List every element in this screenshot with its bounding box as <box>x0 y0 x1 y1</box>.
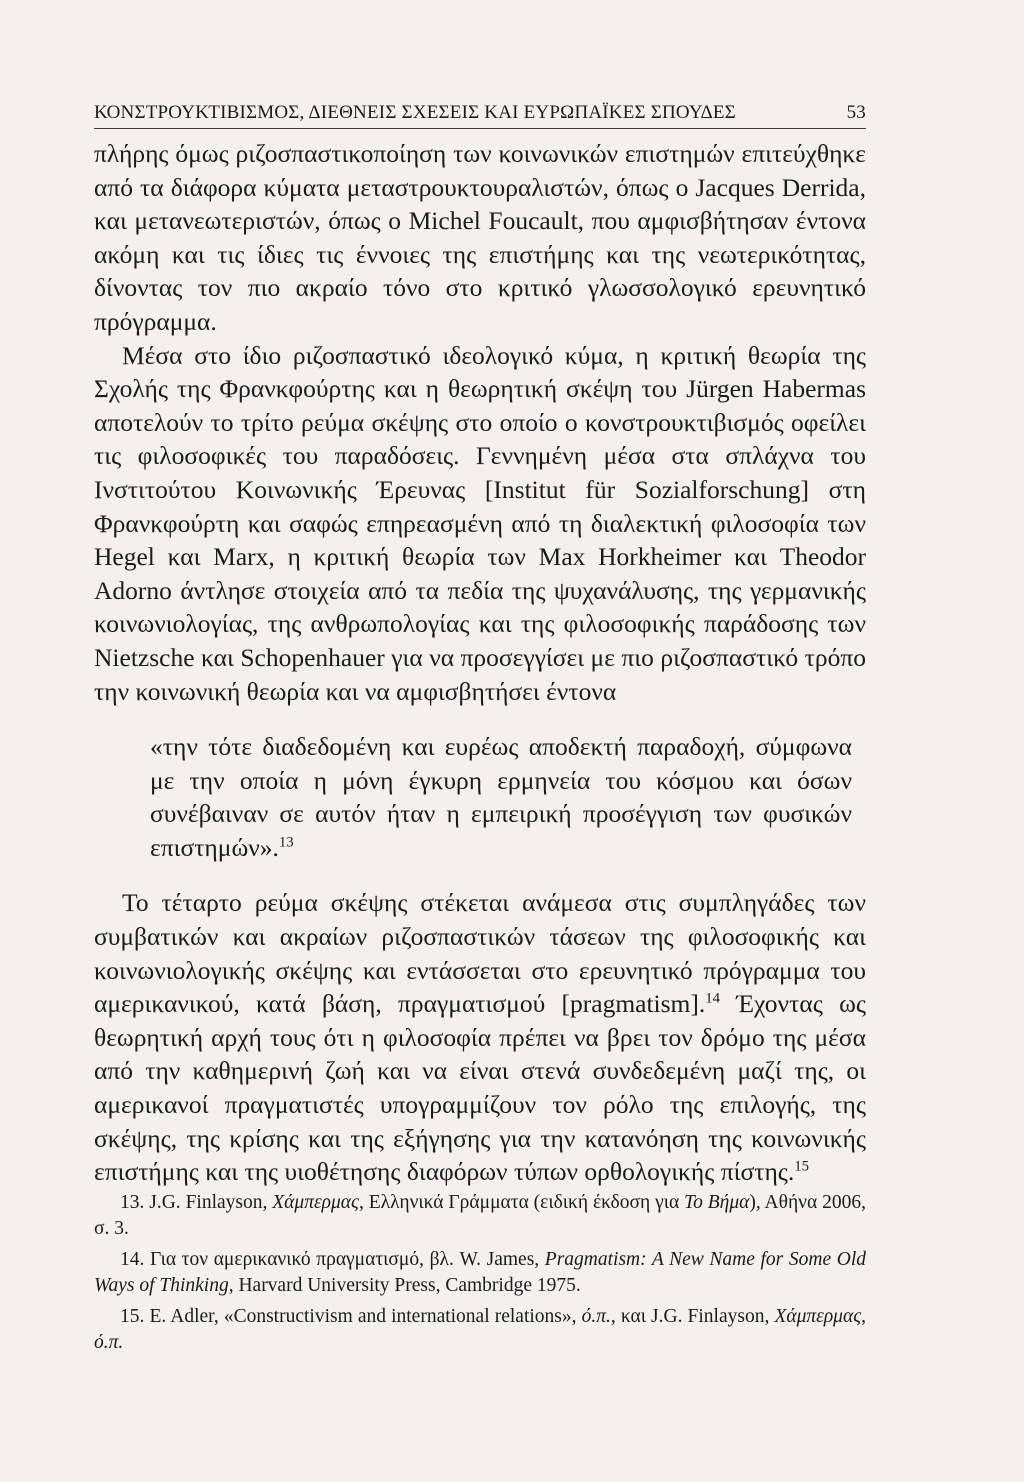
paragraph-2: Μέσα στο ίδιο ριζοσπαστικό ιδεολογικό κύμα, η κριτική θεωρία της Σχολής της Φρανκφούρτης και η θεωρητική σκέψη του Jürgen Habermas αποτελούν το τρίτο ρεύμα σκέψης στο οποίο ο κονστρουκτιβισμός οφείλει τις φιλοσοφικές του παραδόσεις. Γεννημένη μέσα στα σπλάχνα του Ινστιτούτου Κοινωνικής Έρευνας [Institut für Sozialforschung] στη Φρανκφούρτη και σαφώς επηρεασμένη από τη διαλεκτική φιλοσοφία των Hegel και Marx, η κριτική θεωρία των Max Horkheimer και Theodor Adorno άντλησε στοιχεία από τα πεδία της ψυχανάλυσης, της γερμανικής κοινωνιολογίας, της ανθρωπολογίας και της φιλοσοφικής παράδοσης των Nietzsche και Schopenhauer για να προσεγγίσει με πιο ριζοσπαστικό τρόπο την κοινωνική θεωρία και να αμφισβητήσει έντονα <box>94 340 866 706</box>
footnote-text: ), Αθήνα 2006, σ. 3. <box>94 1192 866 1239</box>
footnote-text: , <box>861 1306 866 1327</box>
footnote-text: E. Adler, «Constructivism and international relations», <box>144 1306 582 1327</box>
footnote-text: Για τον αμερικανικό πραγματισμό, βλ. W. James, <box>144 1249 545 1270</box>
footnote-text: , Ελληνικά Γράμματα (ειδική έκδοση για <box>358 1192 685 1213</box>
footnote-ref-14: 14 <box>705 990 721 1007</box>
running-header <box>94 102 866 129</box>
footnote-op-cit: ό.π. <box>581 1306 611 1327</box>
footnote-text: J.G. Finlayson, <box>144 1192 273 1213</box>
footnote-number: 14. <box>120 1249 145 1270</box>
footnote-op-cit: ό.π. <box>94 1331 124 1353</box>
footnote-ref-15: 15 <box>794 1158 810 1175</box>
footnotes <box>94 1190 866 1361</box>
footnote-text: , Harvard University Press, Cambridge 1975. <box>228 1274 581 1296</box>
main-text <box>94 137 866 1189</box>
paragraph-3 <box>94 886 866 1188</box>
block-quote <box>150 730 852 864</box>
paragraph-1: πλήρης όμως ριζοσπαστικοποίηση των κοινωνικών επιστημών επιτεύχθηκε από τα διάφορα κύματα μεταστρουκτουραλιστών, όπως ο Jacques Derrida, και μετανεωτεριστών, όπως ο Michel Foucault, που αμφισβήτησαν έντονα ακόμη και τις ίδιες τις έννοιες της επιστήμης και της νεωτερικότητας, δίνοντας τον πιο ακραίο τόνο στο κριτικό γλωσσολογικό ερευνητικό πρόγραμμα. <box>94 139 866 336</box>
footnote-text: , και J.G. Finlayson, <box>610 1306 775 1327</box>
running-title: ΚΟΝΣΤΡΟΥΚΤΙΒΙΣΜΟΣ, ΔΙΕΘΝΕΙΣ ΣΧΕΣΕΙΣ ΚΑΙ ΕΥΡΩΠΑΪΚΕΣ ΣΠΟΥΔΕΣ <box>94 102 736 123</box>
footnote-book-title: Pragmatism: A New Name for Some Old Ways of Thinking <box>94 1249 866 1296</box>
paragraph-3-part-1: Το τέταρτο ρεύμα σκέψης στέκεται ανάμεσα στις συμπληγάδες των συμβατικών και ακραίων ριζοσπαστικών τάσεων της φιλοσοφικής και κοινωνιολογικής σκέψης και εντάσσεται στο ερευνητικό πρόγραμμα του αμερικανικού, κατά βάση, πραγματισμού [pragmatism]. <box>94 888 866 1019</box>
footnote-number: 13. <box>120 1192 145 1213</box>
footnote-book-title: Χάμπερμας <box>774 1306 862 1327</box>
footnote-15 <box>94 1304 866 1355</box>
footnote-book-title: Χάμπερμας <box>272 1192 359 1213</box>
footnote-14 <box>94 1247 866 1298</box>
quote-text: «την τότε διαδεδομένη και ευρέως αποδεκτή παραδοχή, σύμφωνα με την οποία η μόνη έγκυρη ερμηνεία του κόσμου και όσων συνέβαιναν σε αυτόν ήταν η εμπειρική προσέγγιση των φυσικών επιστημών». <box>150 732 852 862</box>
footnote-newspaper-title: Το Βήμα <box>684 1192 750 1213</box>
paragraph-3-part-2: Έχοντας ως θεωρητική αρχή τους ότι η φιλοσοφία πρέπει να βρει τον δρόμο της μέσα από την καθημερινή ζωή και να είναι στενά συνδεδεμένη μαζί της, οι αμερικανοί πραγματιστές υπογραμμίζουν τον ρόλο της επιλογής, της σκέψης, της κρίσης και της εξήγησης για την κατανόηση της κοινωνικής επιστήμης και της υιοθέτησης διαφόρων τύπων ορθολογικής πίστης. <box>94 989 866 1187</box>
page-number: 53 <box>846 102 866 123</box>
footnote-number: 15. <box>120 1306 145 1327</box>
footnote-ref-13: 13 <box>278 834 294 851</box>
footnote-13 <box>94 1190 866 1241</box>
